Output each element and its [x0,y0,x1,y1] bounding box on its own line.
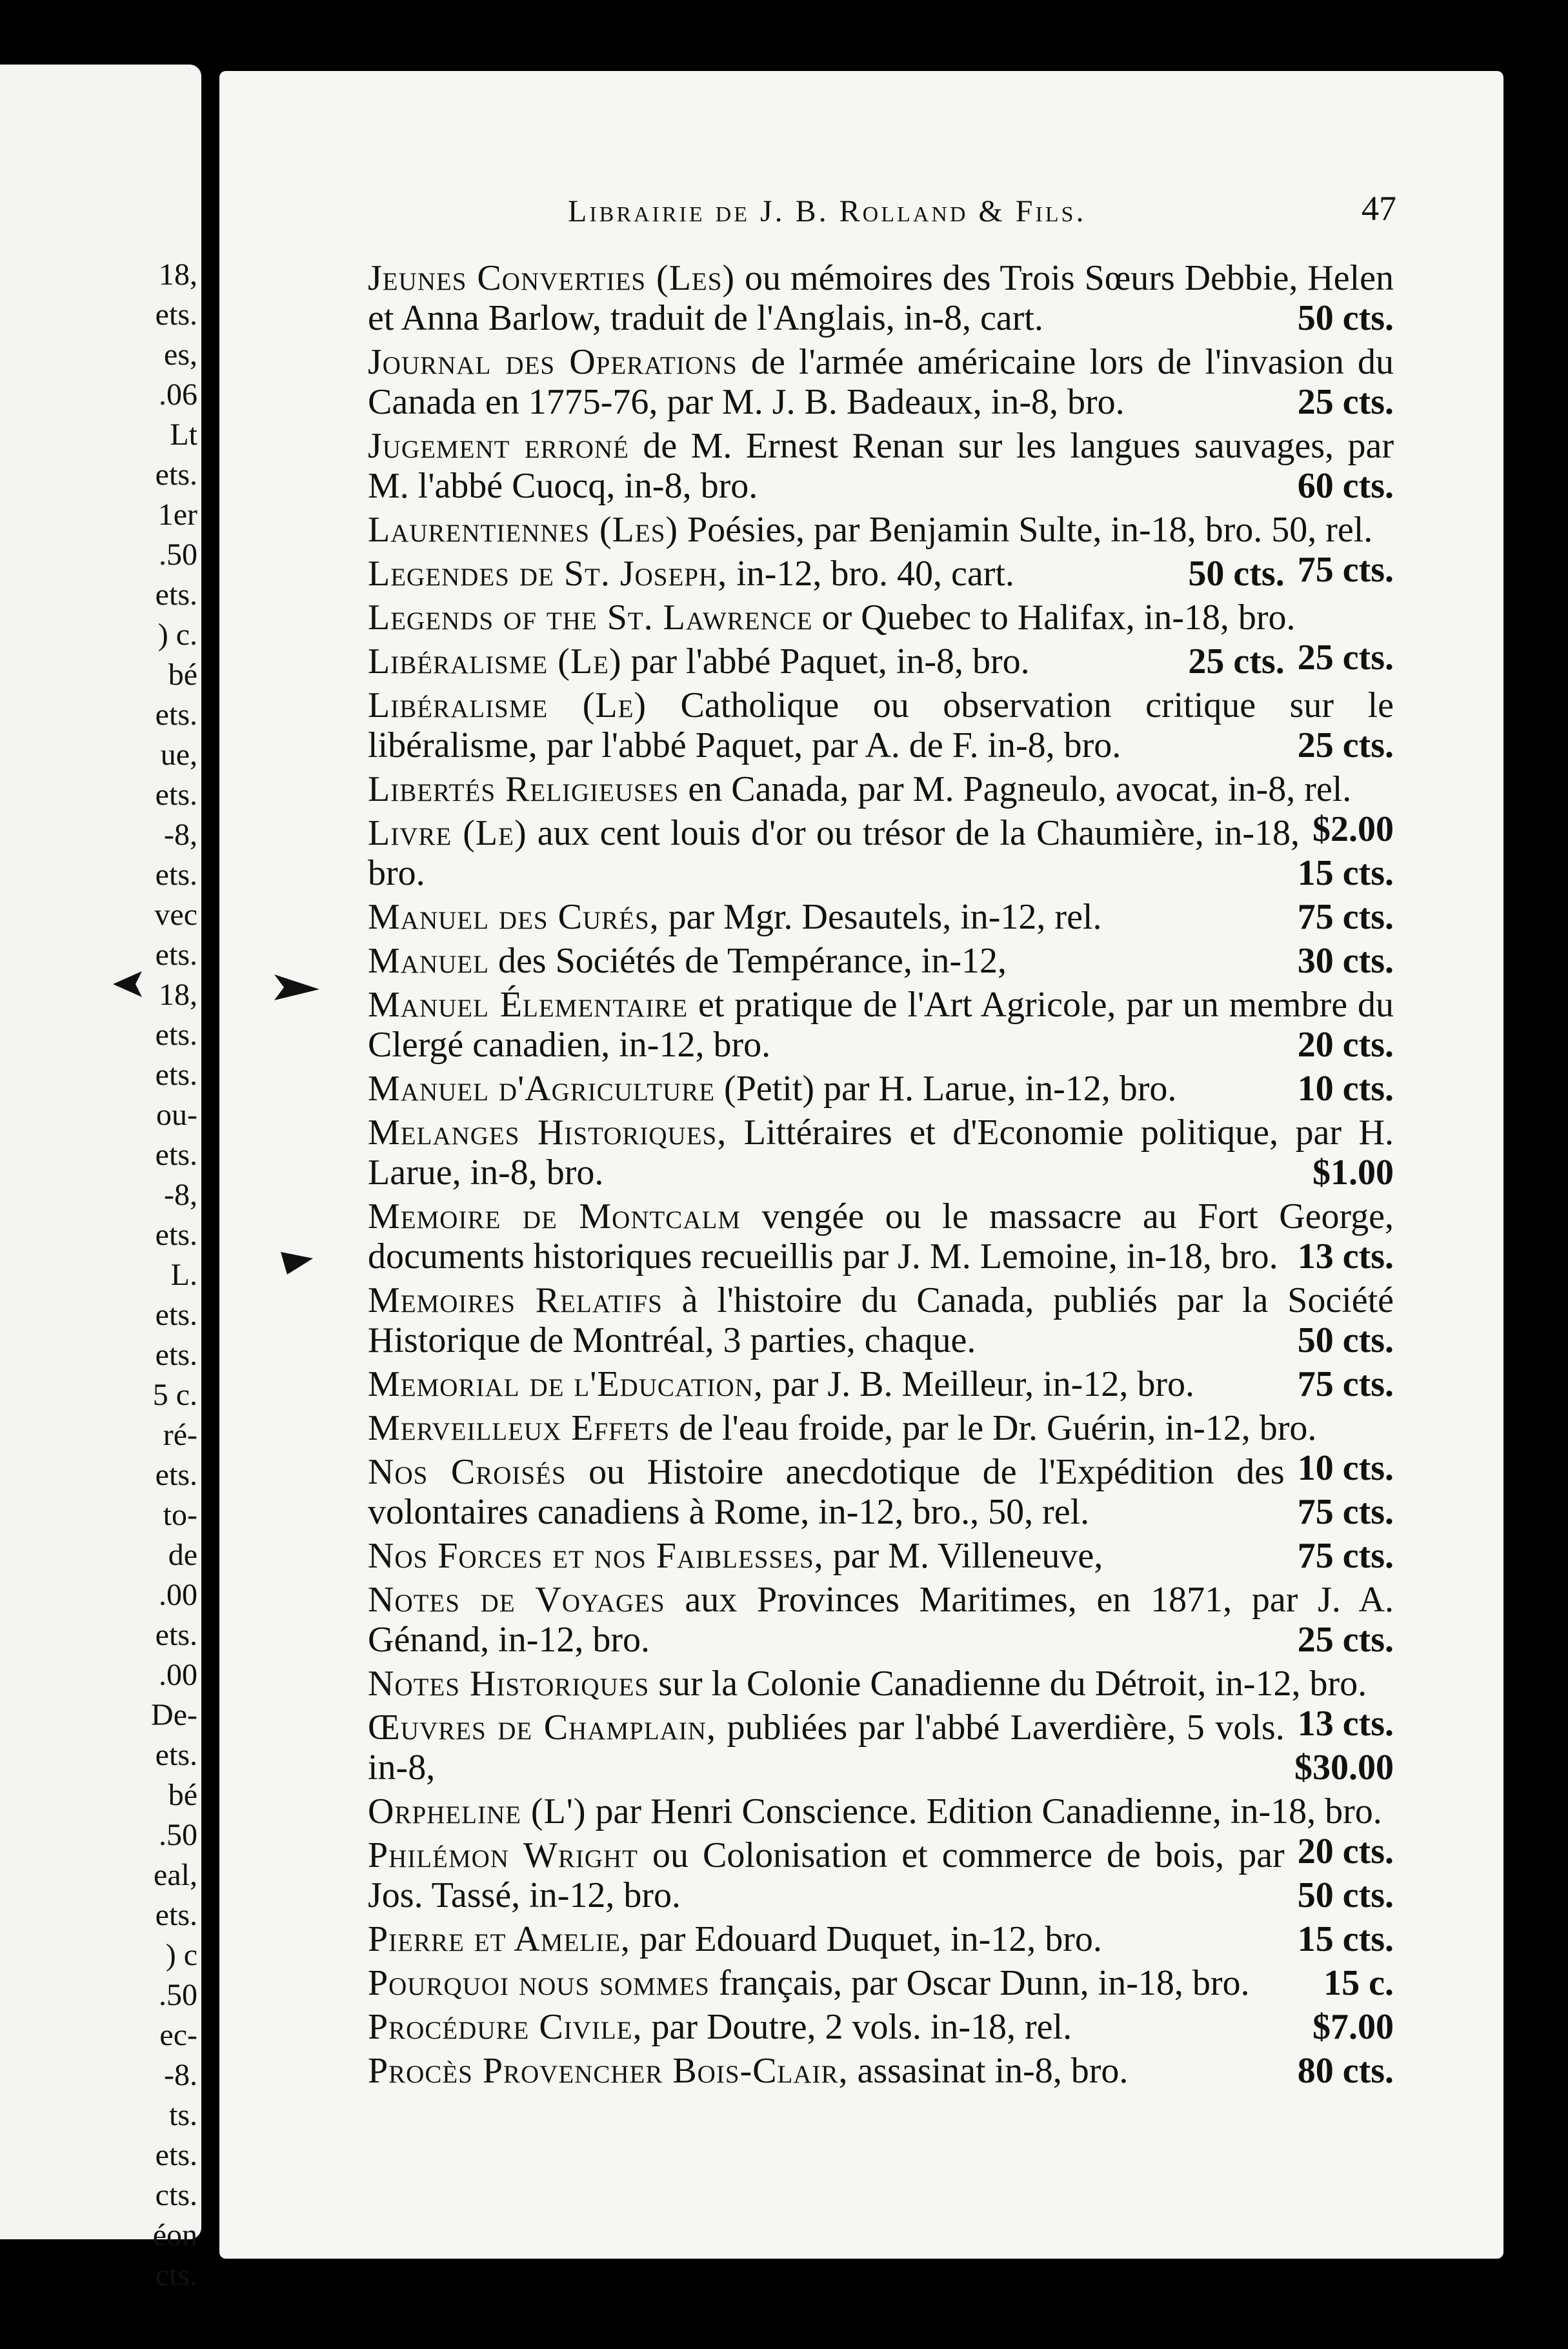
left-page-fragment: ets. [155,1458,197,1492]
entry-description: de l'eau froide, par le Dr. Guérin, in-12, bro. [670,1408,1317,1448]
entry-description: assasinat in-8, bro. [848,2051,1129,2091]
entry-title: Philémon Wright [368,1835,638,1875]
catalog-entry [219,342,1503,422]
left-page-fragment: -8, [164,1178,197,1212]
entry-description: par M. Villeneuve, [823,1536,1103,1576]
left-page-fragment: De- [151,1698,197,1732]
entry-title: Memorial de l'Education, [368,1364,763,1404]
catalog-entry [219,1196,1503,1276]
entry-description: en Canada, par M. Pagneulo, avocat, in-8, rel. [679,769,1352,809]
entry-title: Pourquoi nous sommes [368,1963,710,2003]
entry-price: 75 cts. [1297,1364,1394,1404]
entry-price: 13 cts. [1297,1236,1394,1276]
page-header [219,189,1503,245]
catalog-entry [219,1452,1503,1532]
catalog-entry [219,1580,1503,1660]
entry-description: Littéraires et d'Economie politique, par H. Larue, in-8, bro. [368,1113,1394,1193]
entry-title: Nos Croisés [368,1452,567,1492]
entry-description: Catholique ou observation critique sur le libéralisme, par l'abbé Paquet, par A. de F. in-8, bro. [368,685,1394,765]
catalog-entry [219,941,1503,981]
left-page-fragment: .50 [159,1818,197,1852]
entry-price: 75 cts. [1297,1536,1394,1576]
left-page-fragment: ou- [156,1098,197,1132]
left-page-fragment: 18, [159,257,197,292]
entry-price: 10 cts. [1297,1069,1394,1109]
small-arrow-mark [277,1245,316,1278]
left-page-fragment: ets. [155,1898,197,1932]
entry-description: par l'abbé Paquet, in-8, bro. [621,641,1030,681]
entry-price: $30.00 [1294,1748,1394,1788]
entry-description: publiées par l'abbé Laverdière, 5 vols. in-8, [368,1708,1285,1788]
left-page-fragment: ets. [155,458,197,492]
entry-title: Jeunes Converties (Les) [368,258,736,298]
entry-title: Jugement erroné [368,426,629,466]
entry-title: Manuel d'Agriculture [368,1069,716,1109]
entry-title: Libertés Religieuses [368,769,679,809]
entry-description: et pratique de l'Art Agricole, par un membre du Clergé canadien, in-12, bro. [368,985,1394,1065]
entry-title: Memoire de Montcalm [368,1196,741,1236]
catalog-entry [219,641,1503,681]
entry-description: par Henri Conscience. Edition Canadienne, in-18, bro. [586,1791,1382,1831]
entry-title: Notes Historiques [368,1664,650,1704]
catalog-entry [219,2051,1503,2091]
left-page-fragment: ts. [168,2098,197,2132]
entry-title: Œuvres de Champlain, [368,1708,716,1748]
left-page-fragment: .50 [159,1978,197,2012]
left-page-fragment: to- [163,1498,197,1532]
page-number: 47 [1362,189,1396,228]
entry-price: 25 cts. [1297,382,1394,422]
entry-title: Orpheline (L') [368,1791,587,1831]
entry-price: 10 cts. [1297,1448,1394,1488]
entry-price: 25 cts. [1188,641,1285,681]
left-page-fragment: ) c [165,1938,197,1972]
catalog-entry [219,1835,1503,1915]
entry-title: Memoires Relatifs [368,1280,663,1320]
entry-description: par Mgr. Desautels, in-12, rel. [659,897,1102,937]
entry-description: des Sociétés de Tempérance, in-12, [488,941,1007,981]
entry-description: (Petit) par H. Larue, in-12, bro. [715,1069,1177,1109]
catalog-entry [219,1708,1503,1788]
entry-description: de M. Ernest Renan sur les langues sauvages, par M. l'abbé Cuocq, in-8, bro. [368,426,1394,506]
left-page-fragment: ets. [155,1058,197,1092]
left-page-fragment: ré- [163,1418,197,1452]
left-page-fragment: ets. [155,297,197,332]
left-page-fragment: ets. [155,578,197,612]
running-head: Librairie de J. B. Rolland & Fils. [568,194,1087,228]
left-page-fragment: .00 [159,1578,197,1612]
entry-price: 20 cts. [1297,1831,1394,1871]
left-page-fragment: es, [164,338,197,372]
entry-description: par Edouard Duquet, in-12, bro. [630,1919,1102,1959]
entry-description: aux Provinces Maritimes, en 1871, par J. A. Génand, in-12, bro. [368,1580,1394,1660]
left-page-fragment: eal, [154,1858,197,1892]
entry-price: 15 cts. [1297,853,1394,893]
entry-title: Livre (Le) [368,813,527,853]
entry-description: in-12, bro. 40, cart. [727,554,1014,594]
entry-price: 25 cts. [1297,1620,1394,1660]
pointer-arrow-mark [271,971,323,1003]
catalog-entry [219,2007,1503,2047]
entry-price: 60 cts. [1297,466,1394,506]
left-page-fragment: ets. [155,1138,197,1172]
entry-price: 50 cts. [1297,298,1394,338]
entry-description: vengée ou le massacre au Fort George, documents historiques recueillis par J. M. Lemoine, in-18, bro. [368,1196,1394,1276]
entry-price: 30 cts. [1297,941,1394,981]
left-page-fragment: ets. [155,1338,197,1372]
entry-description: ou Colonisation et commerce de bois, par Jos. Tassé, in-12, bro. [368,1835,1285,1915]
catalog-entry [219,1364,1503,1404]
left-page-fragment: ets. [155,778,197,812]
entry-price: $1.00 [1312,1153,1394,1193]
entry-price: 80 cts. [1297,2051,1394,2091]
left-arrow-mark [110,968,148,1000]
catalog-page [219,71,1503,2259]
entry-title: Nos Forces et nos Faiblesses, [368,1536,824,1576]
left-page-fragment: 5 c. [152,1378,197,1412]
entry-title: Libéralisme (Le) [368,641,622,681]
entry-description: par J. B. Meilleur, in-12, bro. [763,1364,1194,1404]
entry-description: aux cent louis d'or ou trésor de la Chaumière, in-18, bro. [368,813,1300,893]
left-page-fragment: de [168,1538,197,1572]
entry-price: 50 cts. [1297,1320,1394,1360]
catalog-entry [219,1536,1503,1576]
left-page-fragment: L. [170,1258,197,1292]
left-page-fragment: éon [152,2218,197,2252]
left-page-fragment: ec- [159,2018,197,2052]
left-page-fragment: .06 [159,378,197,412]
entry-price: 75 cts. [1297,897,1394,937]
entry-title: Pierre et Amelie, [368,1919,630,1959]
catalog-entry [219,1069,1503,1109]
entry-description: à l'histoire du Canada, publiés par la Société Historique de Montréal, 3 parties, chaque. [368,1280,1394,1360]
entry-title: Manuel Élementaire [368,985,689,1025]
left-page-fragment: ets. [155,698,197,732]
left-page-fragment: bé [168,658,197,692]
left-page-fragment: cts. [155,2258,197,2292]
entry-title: Melanges Historiques, [368,1113,727,1153]
left-page-edge [0,65,201,2292]
left-page-fragment: ets. [155,1618,197,1652]
entry-description: par Doutre, 2 vols. in-18, rel. [642,2007,1072,2047]
catalog-entry [219,897,1503,937]
entry-title: Legends of the St. Lawrence [368,598,813,638]
left-page-fragment: vec [154,898,197,932]
catalog-entry [219,426,1503,506]
left-page-fragment: ue, [160,738,197,772]
left-page-fragment: -8. [164,2058,197,2092]
entry-price: 20 cts. [1297,1025,1394,1065]
catalog-entry [219,985,1503,1065]
left-page-fragment: ets. [155,1018,197,1052]
left-page-fragment: .00 [159,1658,197,1692]
entry-price: 15 cts. [1297,1919,1394,1959]
entry-price: $2.00 [1312,809,1394,849]
left-page-fragment: -8, [164,818,197,852]
catalog-entry [219,1280,1503,1360]
left-page-fragment: Lt [170,418,197,452]
entry-price: 75 cts. [1297,550,1394,590]
left-page-fragment: ets. [155,938,197,972]
catalog-entry [219,1963,1503,2003]
left-page-fragment: ets. [155,1298,197,1332]
entry-title: Merveilleux Effets [368,1408,670,1448]
entry-title: Journal des Operations [368,342,738,382]
catalog-entry [219,1113,1503,1193]
entry-description: or Quebec to Halifax, in-18, bro. [812,598,1296,638]
entry-title: Notes de Voyages [368,1580,665,1620]
entry-price: 75 cts. [1297,1492,1394,1532]
left-page-fragment: bé [168,1778,197,1812]
entry-description: français, par Oscar Dunn, in-18, bro. [709,1963,1250,2003]
left-page-fragment: ) c. [157,618,197,652]
entry-price: 50 cts. [1188,554,1285,594]
entry-description: sur la Colonie Canadienne du Détroit, in-12, bro. [649,1664,1367,1704]
left-page-fragment: .50 [159,538,197,572]
entry-title: Laurentiennes (Les) [368,510,679,550]
catalog-entry [219,258,1503,338]
catalog-entry [219,685,1503,765]
entry-price: $7.00 [1312,2007,1394,2047]
entry-title: Procédure Civile, [368,2007,643,2047]
entry-description: ou mémoires des Trois Sœurs Debbie, Helen et Anna Barlow, traduit de l'Anglais, in-8, cart. [368,258,1394,338]
entry-description: Poésies, par Benjamin Sulte, in-18, bro. 50, rel. [678,510,1373,550]
entry-description: ou Histoire anecdotique de l'Expédition des volontaires canadiens à Rome, in-12, bro., 50, rel. [368,1452,1285,1532]
left-page-fragment: ets. [155,1738,197,1772]
left-page-fragment: ets. [155,1218,197,1252]
entry-title: Legendes de St. Joseph, [368,554,728,594]
entry-price: 50 cts. [1297,1875,1394,1915]
entry-price: 25 cts. [1297,638,1394,678]
left-page-fragment: 18, [159,978,197,1012]
left-page-fragment: ets. [155,2138,197,2172]
left-page-fragment: ets. [155,858,197,892]
entry-price: 15 c. [1323,1963,1394,2003]
catalog-entry [219,1919,1503,1959]
catalog-entry [219,554,1503,594]
entry-price: 25 cts. [1297,725,1394,765]
entry-price: 13 cts. [1297,1704,1394,1744]
entry-title: Manuel des Curés, [368,897,659,937]
entry-title: Libéralisme (Le) [368,685,647,725]
entry-title: Procès Provencher Bois-Clair, [368,2051,849,2091]
left-page-fragment: 1er [157,498,197,532]
entry-description: de l'armée américaine lors de l'invasion du Canada en 1775-76, par M. J. B. Badeaux, in-8, bro. [368,342,1394,422]
left-page-fragment: cts. [155,2178,197,2212]
catalog-entries [219,258,1503,2095]
entry-title: Manuel [368,941,489,981]
catalog-entry [219,813,1503,893]
